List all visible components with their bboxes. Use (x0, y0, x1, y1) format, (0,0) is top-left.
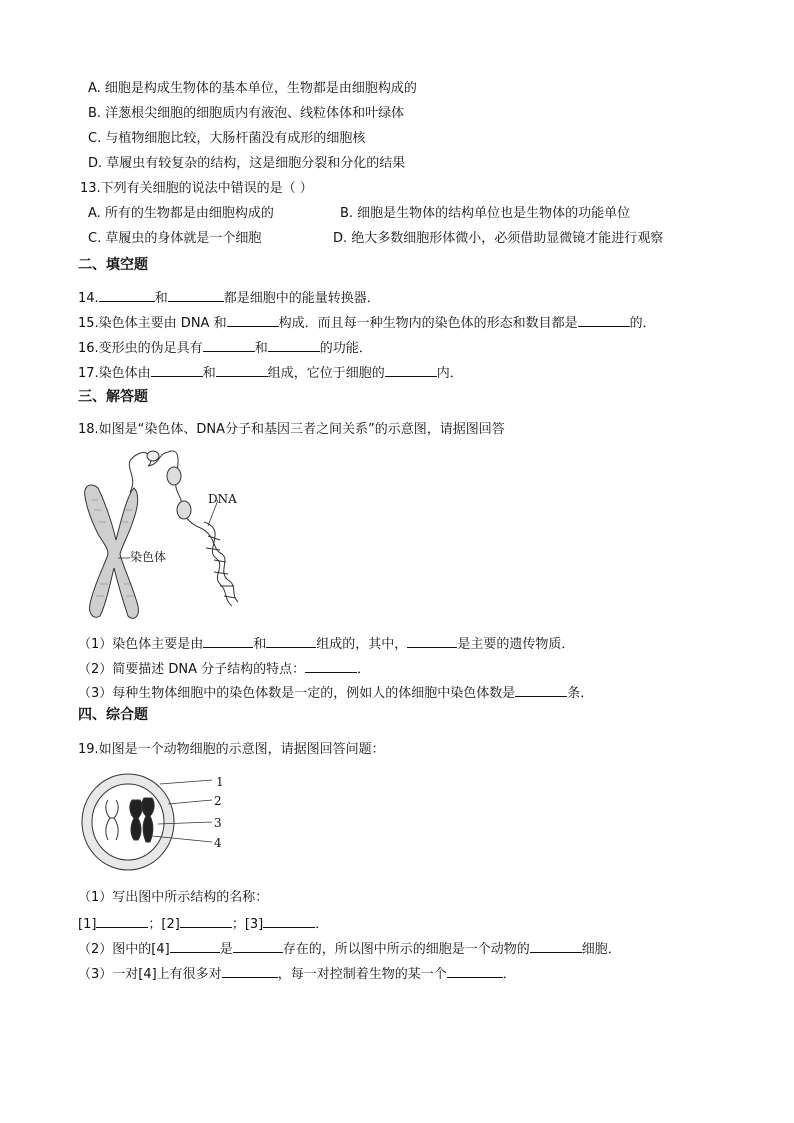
q17-text-0: 17.染色体由 (78, 366, 151, 381)
chromosome-dna-figure (78, 444, 258, 624)
q18-p3-text-0: （3）每种生物体细胞中的染色体数是一定的，例如人的体细胞中染色体数是 (78, 686, 516, 701)
chromosome-label: 染色体 (130, 550, 167, 564)
q15 (78, 313, 656, 333)
q18-part-3 (78, 683, 593, 703)
q19-part-2 (78, 939, 621, 959)
q19-p1b-label-2: ；[2] (148, 917, 180, 932)
cell-label-1: 1 (216, 775, 224, 789)
q15-text-2: 的． (629, 316, 656, 331)
dna-label: DNA (208, 492, 237, 506)
cell-label-3: 3 (214, 816, 222, 830)
q19-part-1: （1）写出图中所示结构的名称： (78, 890, 269, 905)
q18-part-2 (78, 659, 370, 679)
q18-p2-text-0: （2）简要描述 DNA 分子结构的特点： (78, 662, 306, 677)
q17-text-2: 组成，它位于细胞的 (267, 366, 385, 381)
q18-p1-text-2: 组成的，其中， (316, 637, 408, 652)
q19-p1b-label-1: [1] (78, 917, 97, 932)
q19-part-3 (78, 964, 516, 984)
q14-number: 14. (78, 291, 99, 306)
q19-p2-blank-3[interactable] (530, 939, 582, 953)
q12-option-b: B. 洋葱根尖细胞的细胞质内有液泡、线粒体体和叶绿体 (88, 106, 405, 121)
q18-p2-blank-1[interactable] (305, 659, 357, 673)
q14 (78, 288, 380, 308)
section-fill-blank-title: 二、填空题 (78, 257, 148, 273)
q16-text-2: 的功能． (319, 341, 372, 356)
section-comprehensive-title: 四、综合题 (78, 707, 148, 723)
q19-stem: 19.如图是一个动物细胞的示意图，请据图回答问题： (78, 742, 385, 757)
q19-p1b-blank-1[interactable] (96, 914, 148, 928)
q18-p1-blank-1[interactable] (203, 634, 253, 648)
q18-p1-blank-3[interactable] (407, 634, 457, 648)
q18-p1-text-3: 是主要的遗传物质． (457, 637, 575, 652)
cell-label-4: 4 (214, 836, 222, 850)
q15-text-0: 15.染色体主要由 DNA 和 (78, 316, 227, 331)
q16-text-0: 16.变形虫的伪足具有 (78, 341, 203, 356)
q14-blank-2[interactable] (168, 288, 224, 302)
q15-blank-2[interactable] (578, 313, 630, 327)
q14-blank-1[interactable] (99, 288, 155, 302)
q18-p1-text-1: 和 (253, 637, 267, 652)
q14-text-2: 都是细胞中的能量转换器． (223, 291, 380, 306)
q17-blank-2[interactable] (216, 363, 268, 377)
q19-p2-blank-1[interactable] (170, 939, 220, 953)
q12-option-d: D. 草履虫有较复杂的结构，这是细胞分裂和分化的结果 (88, 156, 406, 171)
q15-text-1: 构成．而且每一种生物内的染色体的形态和数目都是 (278, 316, 578, 331)
q18-p1-blank-2[interactable] (266, 634, 316, 648)
animal-cell-figure (80, 770, 230, 874)
q19-p2-text-1: 是 (219, 942, 233, 957)
q17-blank-3[interactable] (385, 363, 437, 377)
q19-p2-text-3: 细胞． (581, 942, 621, 957)
q13-option-b: B. 细胞是生物体的结构单位也是生物体的功能单位 (340, 206, 631, 221)
q19-p3-text-2: ． (502, 967, 516, 982)
q19-p3-text-1: ，每一对控制着生物的某一个 (277, 967, 447, 982)
q19-p3-blank-2[interactable] (447, 964, 503, 978)
q13-option-c: C. 草履虫的身体就是一个细胞 (88, 231, 262, 246)
q18-part-1 (78, 634, 574, 654)
q13-stem: 13.下列有关细胞的说法中错误的是（ ） (80, 181, 313, 196)
q19-p1b-label-3: ；[3] (231, 917, 264, 932)
q16-text-1: 和 (254, 341, 268, 356)
q18-p3-blank-1[interactable] (515, 683, 567, 697)
q19-part-1b (78, 914, 328, 934)
q19-p3-text-0: （3）一对[4]上有很多对 (78, 967, 222, 982)
q17-blank-1[interactable] (151, 363, 203, 377)
q17 (78, 363, 463, 383)
q18-p1-text-0: （1）染色体主要是由 (78, 637, 204, 652)
q14-text-1: 和 (154, 291, 168, 306)
q12-option-c: C. 与植物细胞比较，大肠杆菌没有成形的细胞核 (88, 131, 366, 146)
cell-nucleus (92, 784, 164, 860)
q17-text-1: 和 (202, 366, 216, 381)
cell-label-2: 2 (214, 794, 222, 808)
q13-option-a: A. 所有的生物都是由细胞构成的 (88, 206, 274, 221)
q19-p2-text-2: 存在的，所以图中所示的细胞是一个动物的 (282, 942, 530, 957)
q19-p1b-blank-2[interactable] (180, 914, 232, 928)
q16-blank-2[interactable] (268, 338, 320, 352)
q19-p3-blank-1[interactable] (222, 964, 278, 978)
q16-blank-1[interactable] (203, 338, 255, 352)
q15-blank-1[interactable] (227, 313, 279, 327)
q18-p2-text-1: ． (357, 662, 371, 677)
q19-p2-blank-2[interactable] (233, 939, 283, 953)
q19-p2-text-0: （2）图中的[4] (78, 942, 170, 957)
q17-text-3: 内． (436, 366, 463, 381)
q19-p1b-blank-3[interactable] (263, 914, 315, 928)
section-answer-title: 三、解答题 (78, 389, 148, 405)
q18-p3-text-1: 条． (567, 686, 594, 701)
q13-option-d: D. 绝大多数细胞形体微小，必须借助显微镜才能进行观察 (333, 231, 664, 246)
q18-stem: 18.如图是“染色体、DNA分子和基因三者之间关系”的示意图，请据图回答 (78, 422, 505, 437)
q12-option-a: A. 细胞是构成生物体的基本单位，生物都是由细胞构成的 (88, 81, 417, 96)
q16 (78, 338, 372, 358)
q19-p1b-end: ． (315, 917, 329, 932)
